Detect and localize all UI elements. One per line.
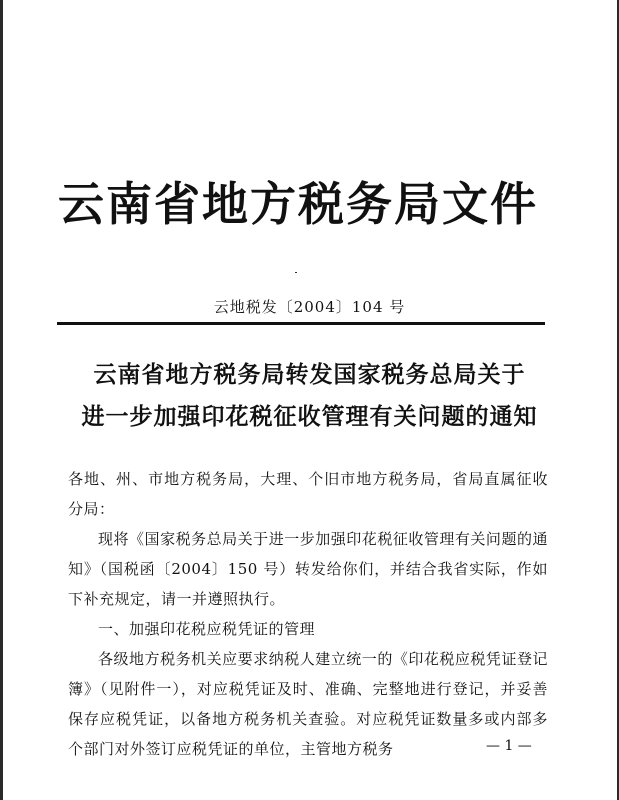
notice-title-line-2: 进一步加强印花税征收管理有关问题的通知 (81, 404, 538, 430)
intro-paragraph: 现将《国家税务总局关于进一步加强印花税征收管理有关问题的通知》（国税函〔2004〕150 号）转发给你们，并结合我省实际，作如下补充规定，请一并遵照执行。 (68, 530, 548, 608)
notice-title-line-1: 云南省地方税务局转发国家税务总局关于 (93, 362, 526, 388)
page-number: — 1 — (486, 738, 532, 754)
section-heading-1: 一、加强印花税应税凭证的管理 (98, 620, 316, 638)
document-body (68, 464, 548, 764)
document-header-title: 云南省地方税务局文件 (58, 177, 538, 231)
scan-speck (295, 272, 297, 273)
recipients-paragraph: 各地、州、市地方税务局，大理、个旧市地方税务局，省局直属征收分局： (68, 470, 548, 518)
header-rule (57, 322, 545, 325)
section-1-paragraph: 各级地方税务机关应要求纳税人建立统一的《印花税应税凭证登记簿》（见附件一），对应税凭证及时、准确、完整地进行登记，并妥善保存应税凭证，以备地方税务机关查验。对应税凭证数量多或内部多个部门对外签订应税凭证的单位，主管地方税务 (68, 650, 548, 758)
document-number: 云地税发〔2004〕104 号 (213, 298, 406, 316)
